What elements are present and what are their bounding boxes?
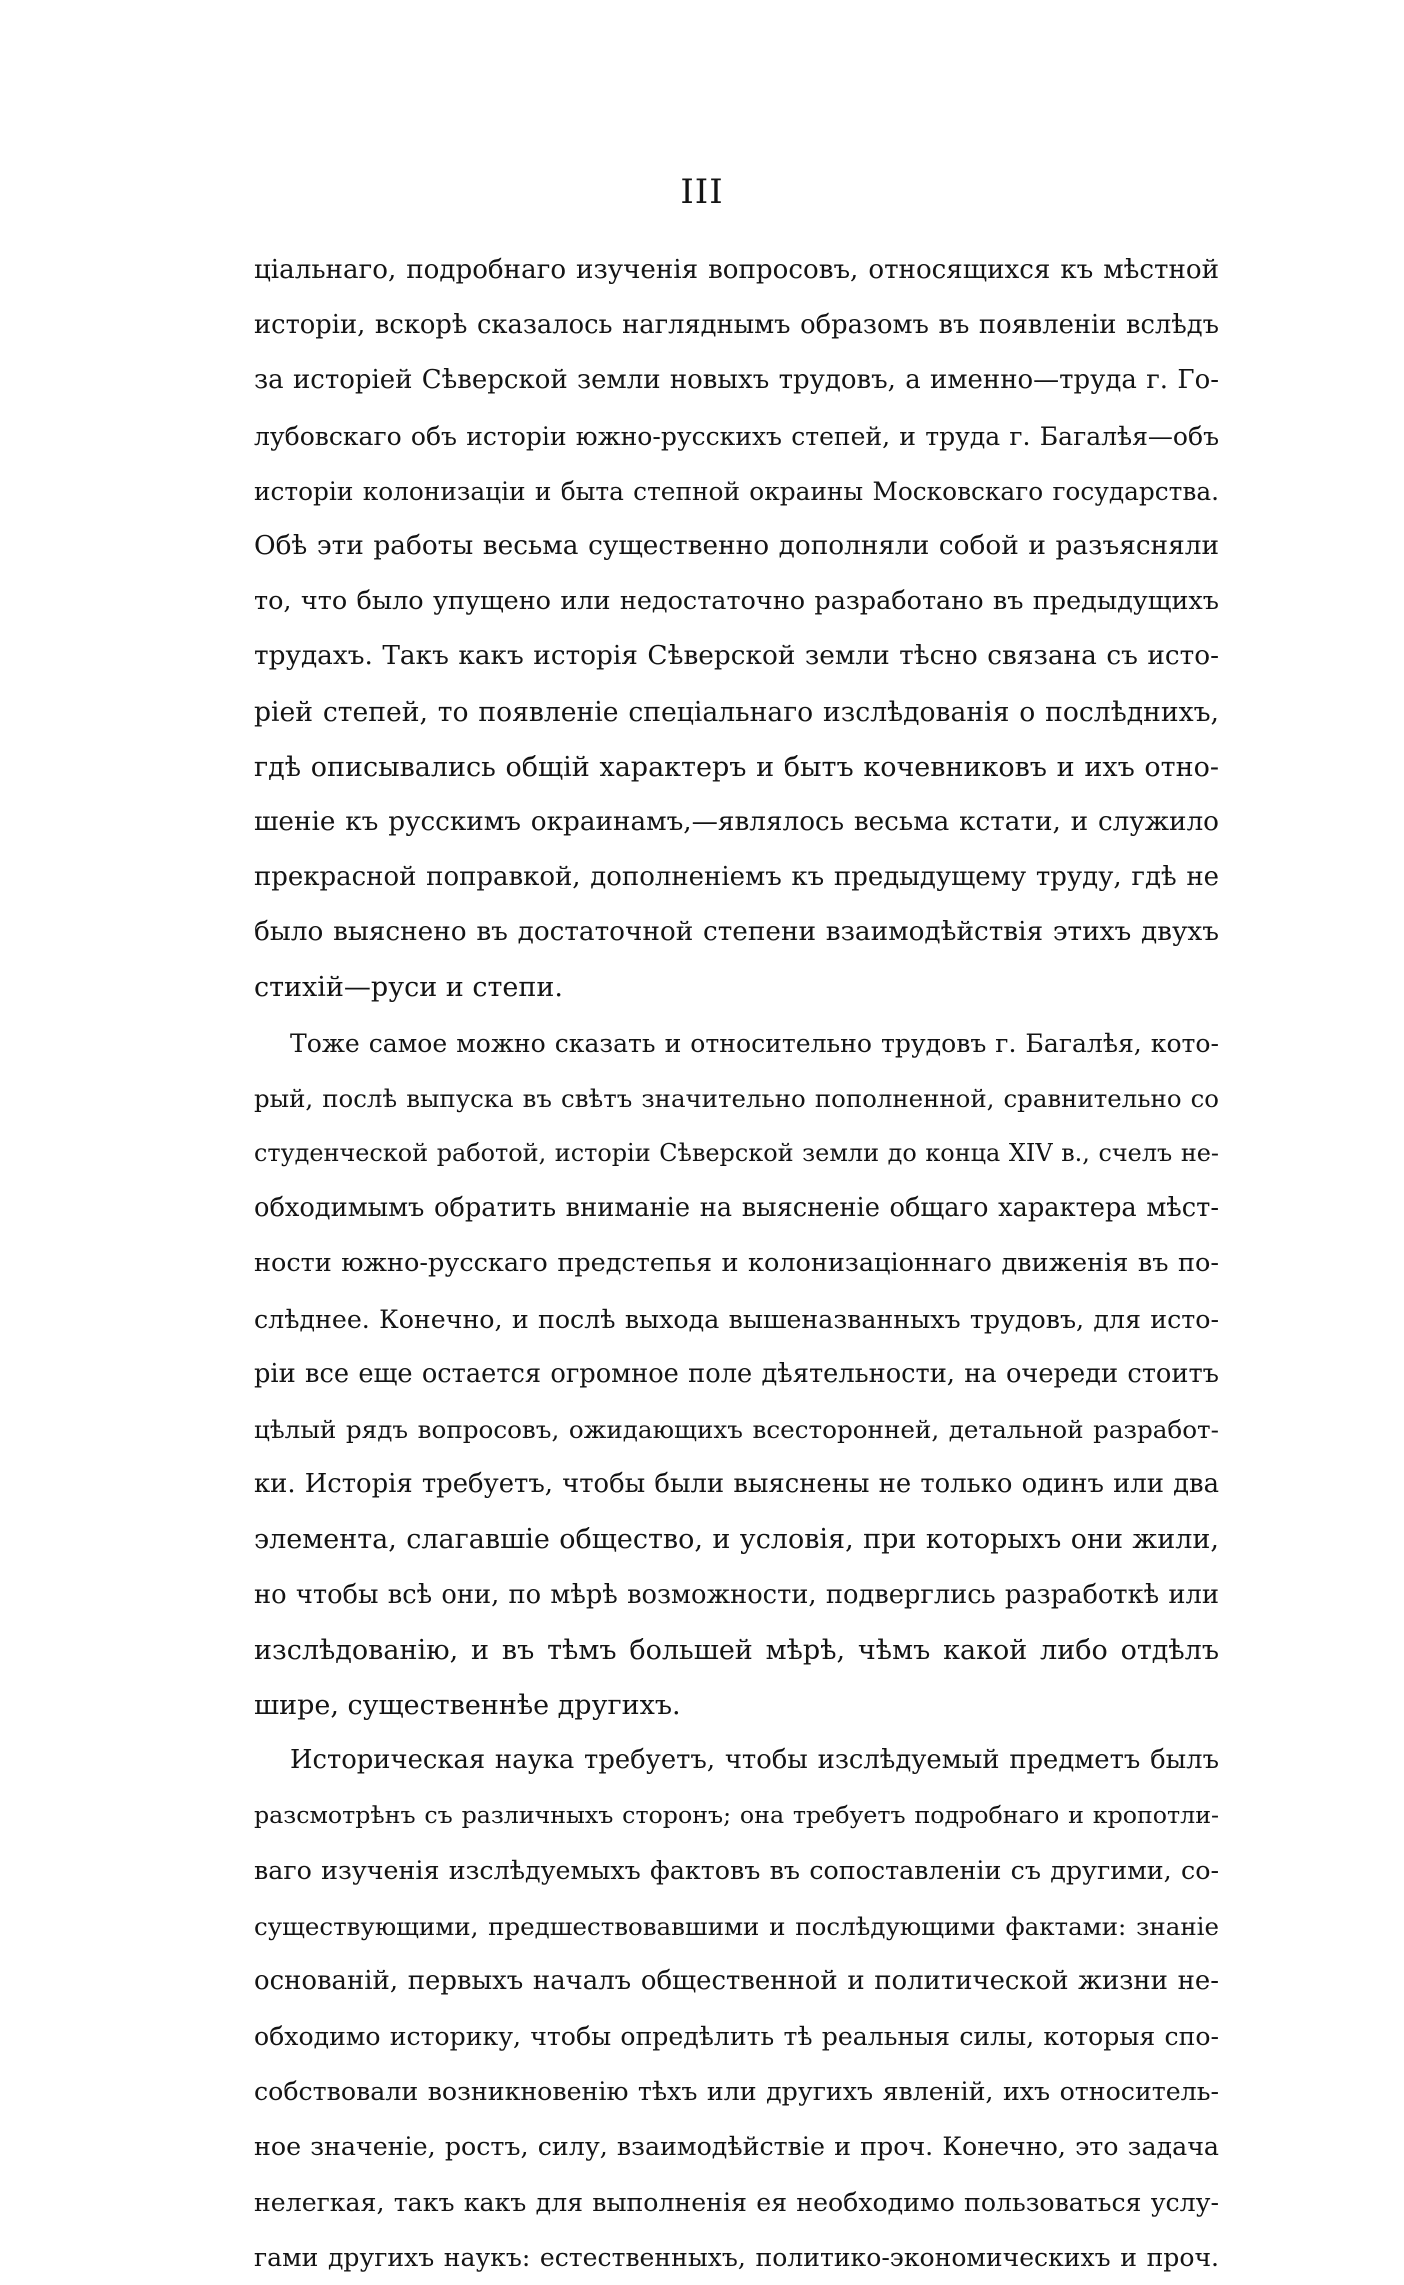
text-line: шеніе къ русскимъ окраинамъ,—являлось весьма кстати, и служило xyxy=(254,806,1219,837)
text-line: то, что было упущено или недостаточно разработано въ предыдущихъ xyxy=(254,586,1219,617)
text-line: цѣлый рядъ вопросовъ, ожидающихъ всесторонней, детальной разработ- xyxy=(254,1414,1219,1444)
text-line: собствовали возникновенію тѣхъ или другихъ явленій, ихъ относитель- xyxy=(254,2077,1219,2107)
text-line: существующими, предшествовавшими и послѣдующими фактами: знаніе xyxy=(254,1911,1219,1941)
text-line: нелегкая, такъ какъ для выполненія ея необходимо пользоваться услу- xyxy=(254,2187,1219,2217)
text-line: ное значеніе, ростъ, силу, взаимодѣйствіе и проч. Конечно, это задача xyxy=(254,2132,1219,2162)
text-line: основаній, первыхъ началъ общественной и политической жизни не- xyxy=(254,1965,1219,1996)
text-line: но чтобы всѣ они, по мѣрѣ возможности, подверглись разработкѣ или xyxy=(254,1579,1219,1610)
text-line: исторіи колонизаціи и быта степной окраины Московскаго государства. xyxy=(254,476,1219,506)
text-line: студенческой работой, исторіи Сѣверской земли до конца XIV в., счелъ не- xyxy=(254,1139,1219,1167)
text-line: обходимо историку, чтобы опредѣлить тѣ реальныя силы, которыя спо- xyxy=(254,2022,1219,2051)
text-line: ріи все еще остается огромное поле дѣятельности, на очереди стоитъ xyxy=(254,1358,1219,1389)
text-line: ки. Исторія требуетъ, чтобы были выяснены не только одинъ или два xyxy=(254,1469,1219,1500)
text-line: разсмотрѣнъ съ различныхъ сторонъ; она требуетъ подробнаго и кропотли- xyxy=(254,1801,1219,1830)
text-line: прекрасной поправкой, дополненіемъ къ предыдущему труду, гдѣ не xyxy=(254,862,1219,893)
text-line: элемента, слагавшіе общество, и условія, при которыхъ они жили, xyxy=(254,1524,1219,1556)
text-line: шире, существеннѣе другихъ. xyxy=(254,1689,681,1721)
text-line: ваго изученія изслѣдуемыхъ фактовъ въ сопоставленіи съ другими, со- xyxy=(254,1855,1219,1886)
body-text xyxy=(254,243,1219,2285)
text-line: лубовскаго объ исторіи южно-русскихъ степей, и труда г. Багалѣя—объ xyxy=(254,421,1219,451)
text-line: ціальнаго, подробнаго изученія вопросовъ, относящихся къ мѣстной xyxy=(254,255,1219,285)
text-line: слѣднее. Конечно, и послѣ выхода вышеназванныхъ трудовъ, для исто- xyxy=(254,1304,1219,1334)
text-line: трудахъ. Такъ какъ исторія Сѣверской земли тѣсно связана съ исто- xyxy=(254,641,1219,672)
text-line: изслѣдованію, и въ тѣмъ большей мѣрѣ, чѣмъ какой либо отдѣлъ xyxy=(254,1634,1219,1666)
page-number: III xyxy=(680,172,724,212)
paragraph-start-line: Тоже самое можно сказать и относительно трудовъ г. Багалѣя, кото- xyxy=(290,1028,1219,1058)
text-line: ріей степей, то появленіе спеціальнаго изслѣдованія о послѣднихъ, xyxy=(254,696,1219,728)
text-line: за исторіей Сѣверской земли новыхъ трудовъ, а именно—труда г. Го- xyxy=(254,365,1219,396)
text-line: гами другихъ наукъ: естественныхъ, политико-экономическихъ и проч. xyxy=(254,2242,1219,2272)
paragraph-start-line: Историческая наука требуетъ, чтобы изслѣдуемый предметъ былъ xyxy=(290,1745,1219,1776)
text-line: гдѣ описывались общій характеръ и бытъ кочевниковъ и ихъ отно- xyxy=(254,751,1219,783)
text-line: рый, послѣ выпуска въ свѣтъ значительно пополненной, сравнительно со xyxy=(254,1083,1219,1113)
text-line: Обѣ эти работы весьма существенно дополняли собой и разъясняли xyxy=(254,530,1219,561)
text-line: исторіи, вскорѣ сказалось нагляднымъ образомъ въ появленіи вслѣдъ xyxy=(254,310,1219,341)
text-line: было выяснено въ достаточной степени взаимодѣйствія этихъ двухъ xyxy=(254,917,1219,948)
text-line: обходимымъ обратить вниманіе на выясненіе общаго характера мѣст- xyxy=(254,1193,1219,1224)
text-line: ности южно-русскаго предстепья и колонизаціоннаго движенія въ по- xyxy=(254,1248,1219,1279)
text-line: стихій—руси и степи. xyxy=(254,972,563,1004)
